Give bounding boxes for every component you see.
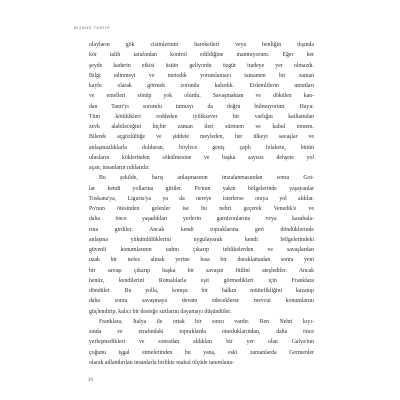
text-line: daha önce yaşadıkları yerlerin garnizonlarına veya kasabala- [89, 216, 314, 223]
text-line: ve emelleri sönüp yok olurdu. Savaşmaktan ve dökülen kan- [89, 93, 314, 100]
text-line: uzak bir nefes almak yerine kısa bir duraklamadan sonra yeni [89, 257, 314, 264]
text-line: döndüler. Bu yolla, komşu bir halkın müttefikliğini kazanıp [89, 288, 314, 294]
text-line: şeyde kaderin etkisi üstün geliyordu özgür iradeye yer olmazdı. [89, 62, 314, 69]
text-line: lar kendi yollarına gittiler. Po'nun yakın bölgelerinde yaşayanlar [89, 185, 314, 192]
text-line: kaybı olarak görmek zorunda kalırdık. Erdemlilerin umutları [89, 83, 314, 89]
text-line: güçlendirip, kalıcı bir desteğe sırtlarını dayamayı düşündüler. [89, 308, 232, 315]
text-line: olayların gök cisimlerinin hareketleri veya benliğin dışında [89, 42, 314, 48]
paragraph [89, 40, 314, 173]
text-line: Bilgi edinmeyi ve metodik yorumlamayı tamamen bir zaman [89, 72, 314, 79]
text-line: çoğunu işgal etmelerinden bu yana, eski zamanlarda Germenler [89, 349, 314, 356]
body-text [89, 40, 314, 368]
text-line: Toskana'ya, Liguria'ya ya da nereye isterlerse oraya yol aldılar. [89, 195, 314, 202]
paragraph [89, 173, 314, 317]
text-line: henüz, kendilerini Romalılarla eşit görmedikleri için Franklara [89, 277, 314, 284]
text-line: açan, insanların ruhlarıdır. [89, 165, 150, 171]
text-line: ulusların köklerinden sökülmesine ve başka sayısız dehşete yol [89, 154, 314, 161]
text-line: Bilerek açgözlülüğe ve şiddete meyleden, her ülkeyi savaşlar ve [89, 134, 314, 141]
page-number: 20 [88, 378, 93, 383]
text-line: bir savaşı çıkarıp başka bir savaşın fitilini ateşlediler. Ancak [89, 267, 314, 274]
text-line: anlaşmazlıklarla dolduran, böylece geniş çaplı felakete, bütün [89, 144, 314, 151]
text-line: sında ve etrafındaki topraklarda oturduklarından, daha önce [89, 329, 314, 335]
text-line: yerleşmedikleri ve sonradan aldıkları bir yer olan Galya'nın [89, 339, 314, 346]
text-line: kör talih tarafından kontrol edildiğine inanmıyorum. Eğer her [89, 52, 314, 59]
text-line: güvenli konumlarının tadını çıkarıp tehlikelerden ve savaşlardan [89, 247, 314, 253]
text-line: olarak adlandırılan insanlarla birlikte makul ölçüde tanımlana- [89, 359, 234, 366]
running-head: BİZANS TARİHİ [74, 25, 111, 30]
text-line: rına girdiler. Ancak kendi topraklarına geri döndüklerinde [89, 226, 314, 233]
text-line: daha sonra savaşmaya devam edeceklerse mevcut konumlarını [89, 298, 314, 305]
text-line: Po'nun ötesinden gelenler ise bu nehri geçerek Venedik'e ve [89, 206, 314, 212]
text-line: Tüm kötülükleri reddeden iyiliksever bir varlığın katliamdan [89, 113, 314, 120]
text-line: anlaşma yükümlülüklerini uygulayarak kendi bölgelerindeki [89, 236, 314, 243]
paragraph [89, 317, 314, 368]
text-line: Bu şekilde, barış anlaşmasının imzalanmasından sonra Got- [99, 175, 314, 182]
text-line: zevk alabileceğini hiçbir zaman ileri sürmem ve kabul etmem. [89, 124, 314, 130]
text-line: Franklara, İtalya ile ortak bir sınırı vardır. Ren Nehri kıyı- [99, 318, 314, 325]
text-line: dan Tanrı'yı sorumlu tutmayı da doğru bulmuyorum. Hayır. [89, 103, 314, 110]
